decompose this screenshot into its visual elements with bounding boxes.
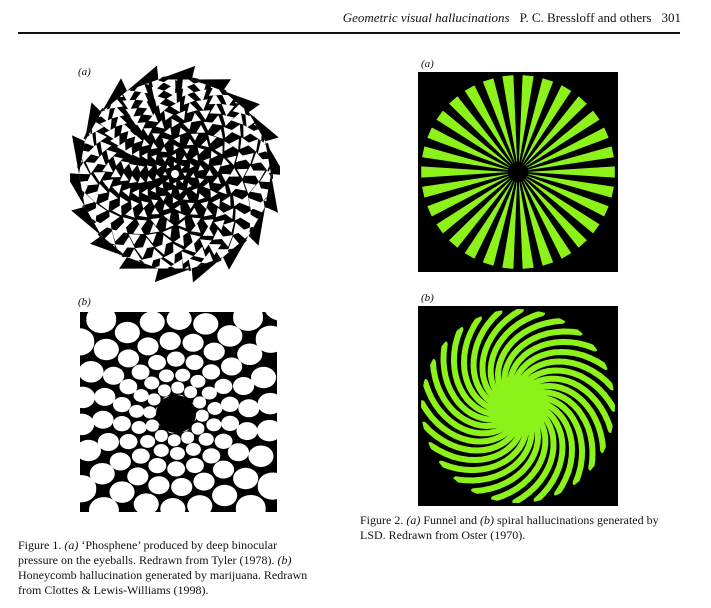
fig1-caption-lead: Figure 1. — [18, 538, 62, 552]
funnel-image — [418, 72, 618, 272]
header-rule — [18, 32, 680, 34]
figure2-caption — [360, 513, 680, 543]
figure1-caption — [18, 538, 318, 598]
fig1-label-b: (b) — [78, 296, 91, 308]
fig2-caption-b-text: spiral hallucinations generated by LSD. Redrawn from Oster (1970). — [360, 513, 659, 542]
fig2-caption-lead: Figure 2. — [360, 513, 404, 527]
fig1-caption-a-text: ‘Phosphene’ produced by deep binocular pressure on the eyeballs. Redrawn from Tyler (1978). — [18, 538, 278, 567]
fig2-caption-a-text: Funnel and — [423, 513, 478, 527]
page-number: 301 — [661, 10, 681, 25]
fig2-caption-b-label: (b) — [480, 513, 495, 527]
fig1-caption-b-label: (b) — [277, 553, 292, 567]
honeycomb-image — [80, 312, 277, 512]
running-head — [343, 10, 681, 26]
running-header — [0, 0, 711, 36]
journal-title: Geometric visual hallucinations — [342, 10, 510, 25]
fig1-caption-a-label: (a) — [64, 538, 79, 552]
phosphene-image — [70, 66, 280, 286]
fig1-caption-b-text: Honeycomb hallucination generated by marijuana. Redrawn from Clottes & Lewis-Williams (1998). — [18, 568, 308, 597]
fig2-caption-a-label: (a) — [406, 513, 421, 527]
fig2-label-a: (a) — [421, 58, 434, 70]
fig2-label-b: (b) — [421, 292, 434, 304]
authors: P. C. Bressloff and others — [519, 10, 652, 25]
spiral-image — [418, 306, 618, 506]
fig1-label-a: (a) — [78, 66, 91, 78]
